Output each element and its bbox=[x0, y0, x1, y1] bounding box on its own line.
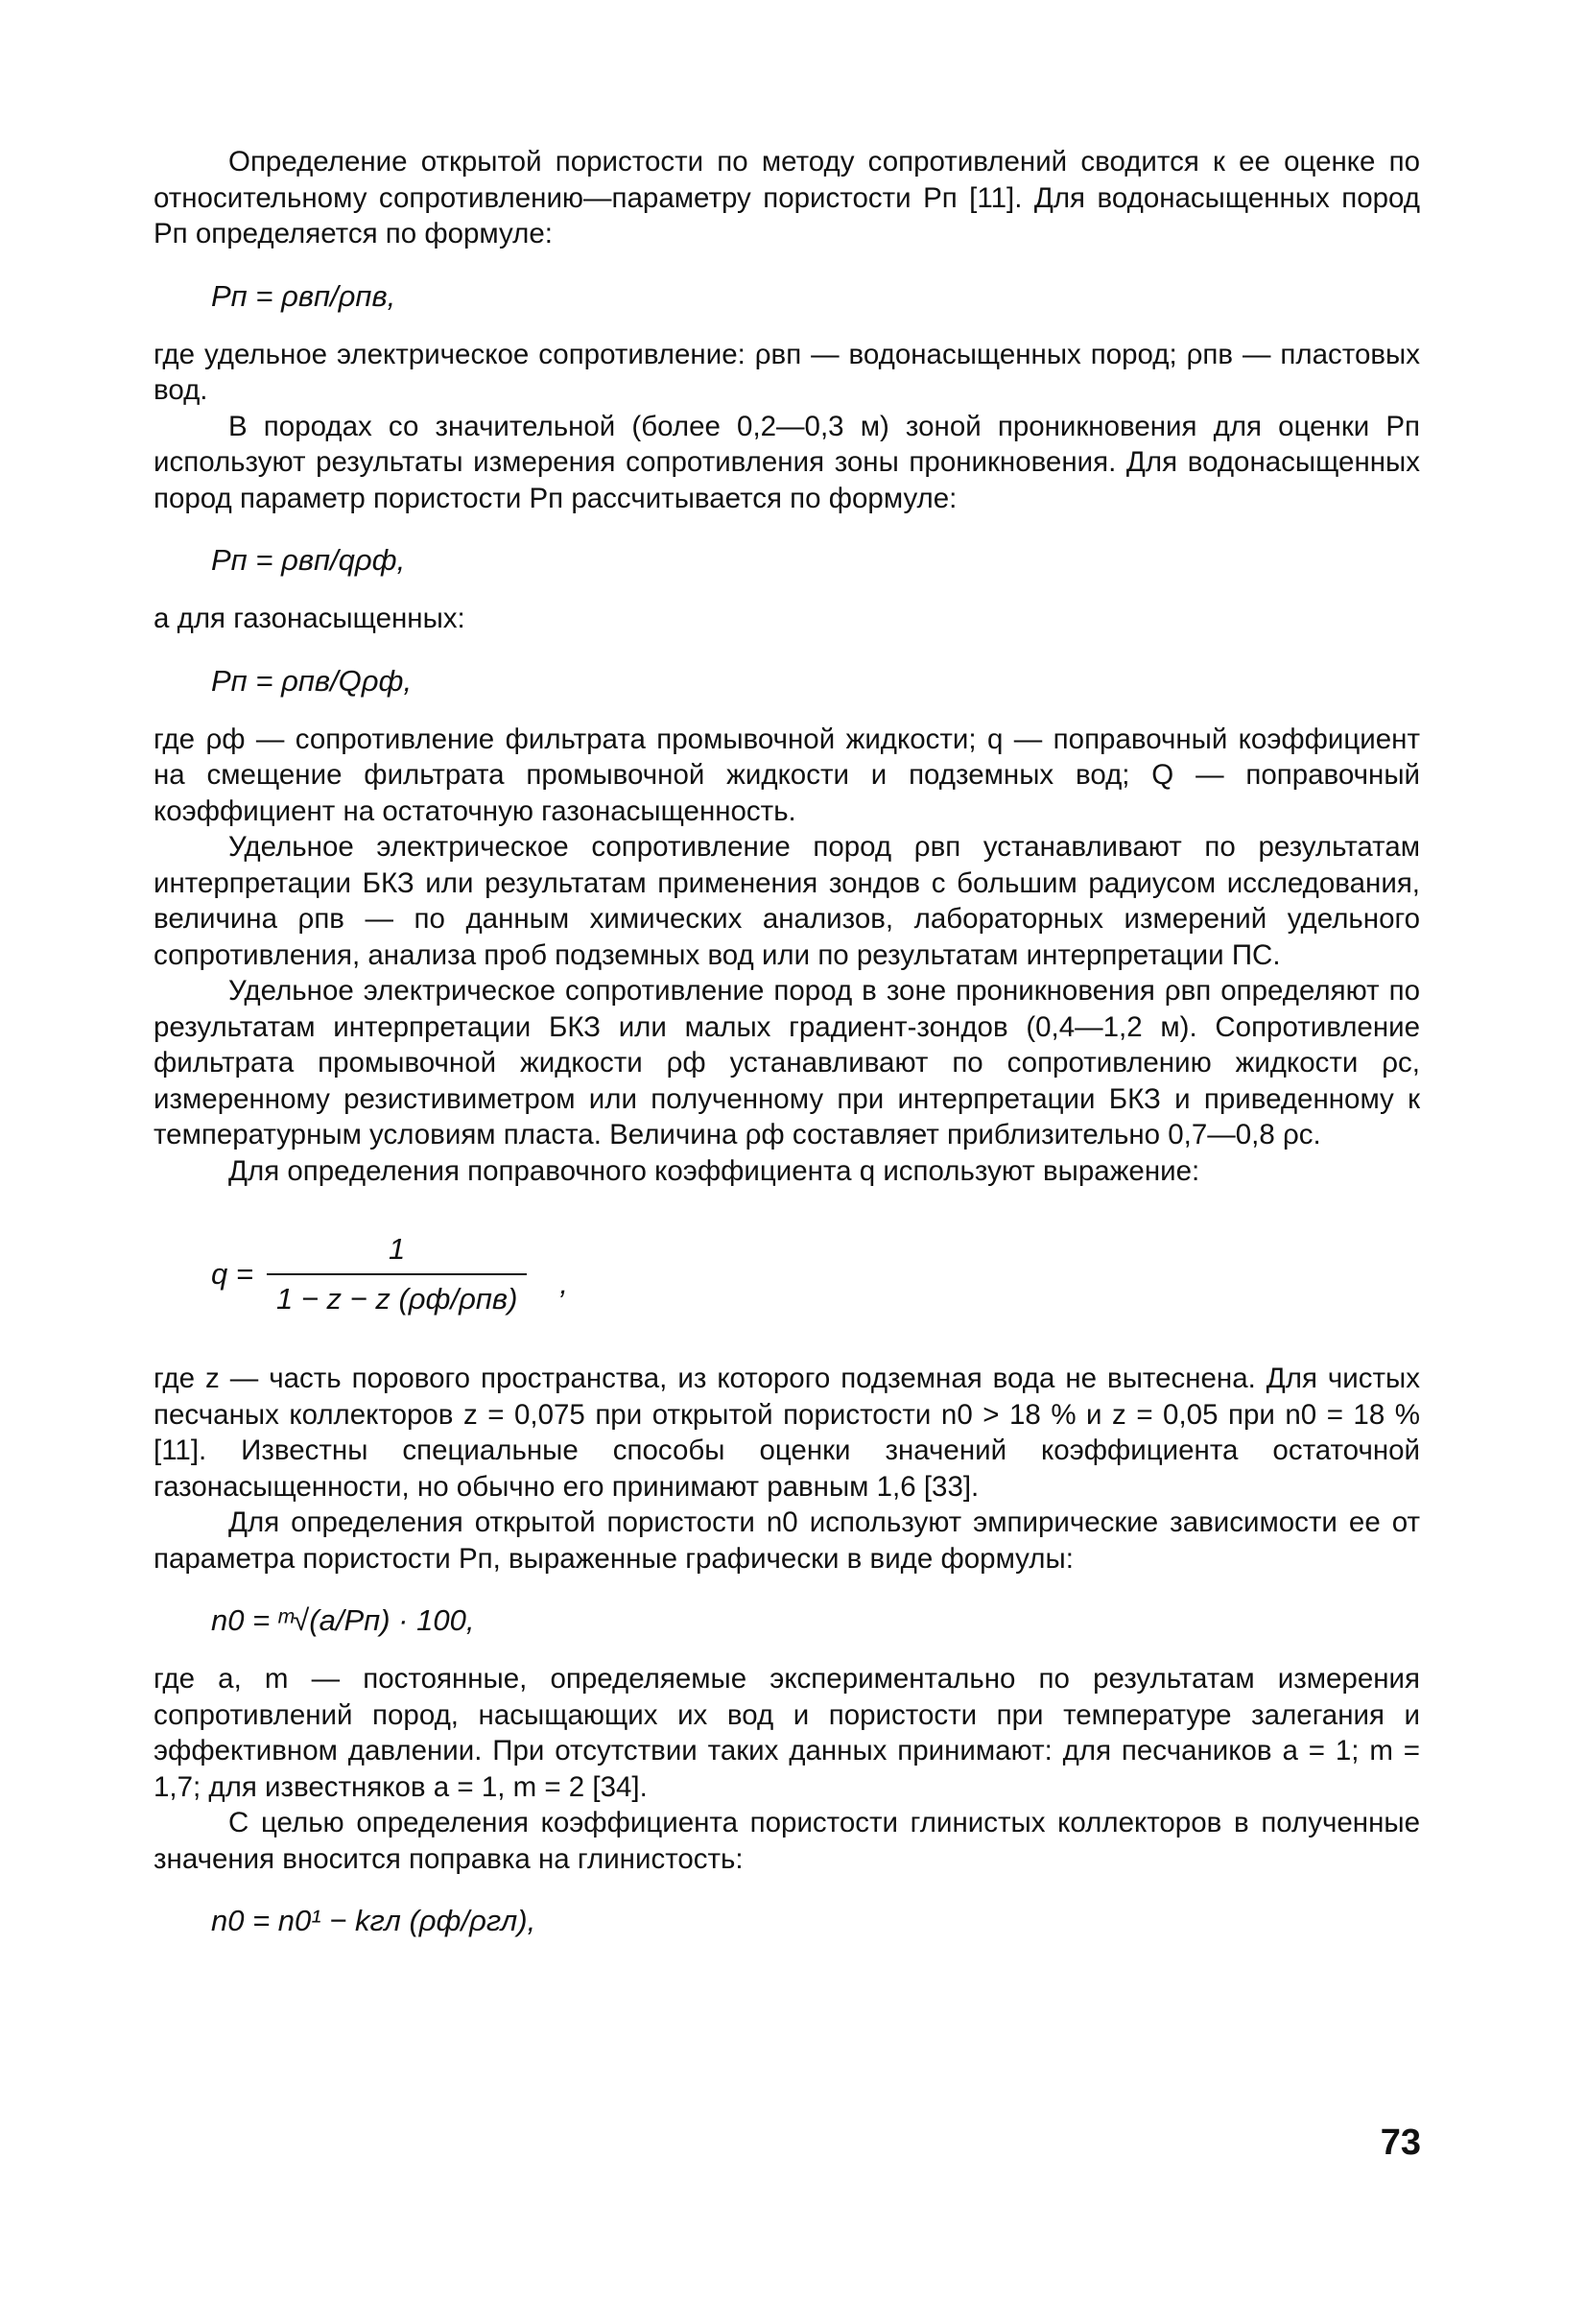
paragraph-3: В породах со значительной (более 0,2—0,3 м) зоной проникновения для оценки Pп используют результаты измерения сопротивления зоны проникновения. Для водонасыщенных пород параметр пористости Pп рассчитывается по формуле: bbox=[154, 410, 1420, 514]
paragraph-7: Удельное электрическое сопротивление пород в зоне проникновения ρвп определяют по результатам интерпретации БКЗ или малых градиент-зондов (0,4—1,2 м). Сопротивление фильтрата промывочной жидкости ρф устанавливают по сопротивлению жидкости ρс, измеренному резистивиметром или полученному при интерпретации БКЗ и приведенному к температурным условиям пласта. Величина ρф составляет приблизительно 0,7—0,8 ρс. bbox=[154, 975, 1420, 1150]
paragraph-8: Для определения поправочного коэффициента q используют выражение: bbox=[228, 1154, 1200, 1187]
paragraph-1: Определение открытой пористости по методу сопротивлений сводится к ее оценке по относительному сопротивлению—параметру пористости Pп [11]. Для водонасыщенных пород Pп определяется по формуле: bbox=[154, 146, 1420, 249]
formula-q-denominator: 1 − z − z (ρф/ρпв) bbox=[275, 1281, 518, 1316]
paragraph-10: Для определения открытой пористости n0 используют эмпирические зависимости ее от параметра пористости Pп, выраженные графически в виде формулы: bbox=[154, 1506, 1420, 1575]
formula-q-numerator: 1 bbox=[389, 1232, 406, 1266]
document-page bbox=[154, 144, 1420, 1961]
formula-n0: n0 = ᵐ√(a/Pп) · 100, bbox=[211, 1603, 475, 1637]
formula-pp-gas: Pп = ρпв/Qρф, bbox=[211, 663, 413, 698]
formula-q-fraction bbox=[267, 1231, 527, 1316]
formula-pp-water: Pп = ρвп/ρпв, bbox=[211, 278, 396, 313]
paragraph-6: Удельное электрическое сопротивление пород ρвп устанавливают по результатам интерпретации БКЗ или результатам применения зондов с большим радиусом исследования, величина ρпв — по данным химических анализов, лабораторных измерений удельного сопротивления, анализа проб подземных вод или по результатам интерпретации ПС. bbox=[154, 831, 1420, 971]
paragraph-12: С целью определения коэффициента пористости глинистых коллекторов в полученные значения вносится поправка на глинистость: bbox=[154, 1807, 1420, 1875]
paragraph-5: где ρф — сопротивление фильтрата промывочной жидкости; q — поправочный коэффициент на смещение фильтрата промывочной жидкости и подземных вод; Q — поправочный коэффициент на остаточную газонасыщенность. bbox=[154, 723, 1420, 827]
paragraph-2: где удельное электрическое сопротивление: ρвп — водонасыщенных пород; ρпв — пластовых вод. bbox=[154, 338, 1420, 406]
page-number: 73 bbox=[1380, 2122, 1421, 2163]
paragraph-11: где a, m — постоянные, определяемые экспериментально по результатам измерения сопротивлений пород, насыщающих их вод и пористости при температуре залегания и эффективном давлении. При отсутствии таких данных принимают: для песчаников a = 1; m = 1,7; для известняков a = 1, m = 2 [34]. bbox=[154, 1663, 1420, 1803]
formula-pp-invaded: Pп = ρвп/qρф, bbox=[211, 543, 406, 577]
formula-n0-clay: n0 = n0¹ − kгл (ρф/ρгл), bbox=[211, 1904, 536, 1937]
formula-q-tail: , bbox=[559, 1266, 569, 1300]
paragraph-9: где z — часть порового пространства, из которого подземная вода не вытеснена. Для чистых песчаных коллекторов z = 0,075 при открытой пористости n0 > 18 % и z = 0,05 при n0 = 18 % [11]. Известны специальные способы оценки значений коэффициента остаточной газонасыщенности, но обычно его принимают равным 1,6 [33]. bbox=[154, 1363, 1420, 1503]
formula-q-lhs: q = bbox=[211, 1256, 253, 1291]
formula-q bbox=[211, 1231, 1420, 1316]
paragraph-4: а для газонасыщенных: bbox=[154, 603, 465, 634]
